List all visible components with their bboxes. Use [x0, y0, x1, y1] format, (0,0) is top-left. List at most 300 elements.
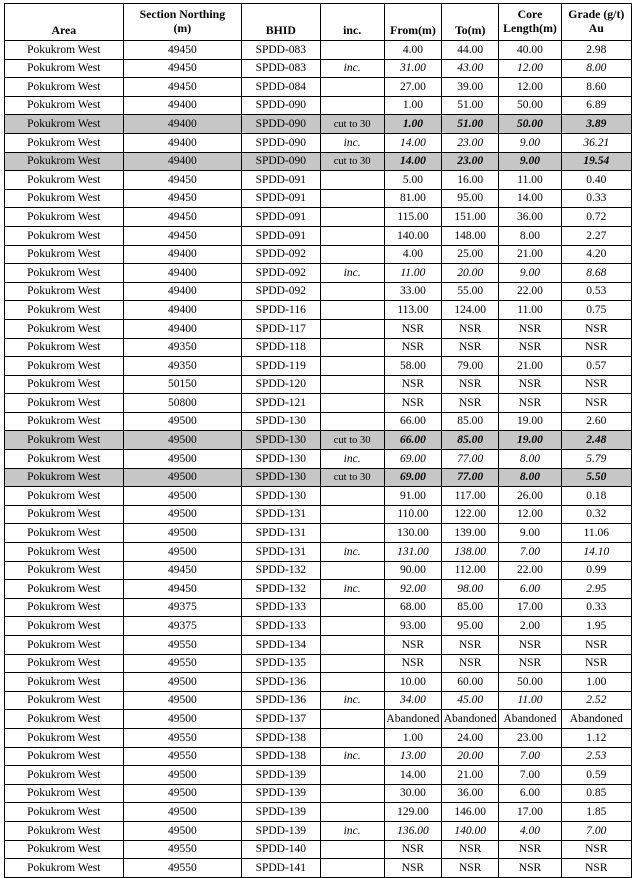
cell-to: 79.00	[442, 357, 499, 376]
cell-core: 8.00	[499, 468, 561, 487]
cell-inc	[320, 766, 384, 785]
cell-area: Pokukrom West	[5, 803, 124, 822]
table-row	[5, 264, 632, 283]
table-row	[5, 319, 632, 338]
cell-to: 39.00	[442, 78, 499, 97]
cell-grade: 0.99	[561, 561, 631, 580]
cell-bhid: SPDD-131	[242, 505, 320, 524]
cell-northing: 49350	[123, 338, 242, 357]
cell-core: 50.00	[499, 115, 561, 134]
cell-from: 140.00	[384, 226, 441, 245]
cell-area: Pokukrom West	[5, 505, 124, 524]
cell-from: 58.00	[384, 357, 441, 376]
cell-inc: inc.	[320, 450, 384, 469]
cell-grade: 0.59	[561, 766, 631, 785]
cell-grade: 2.60	[561, 412, 631, 431]
cell-bhid: SPDD-141	[242, 859, 320, 878]
cell-inc	[320, 282, 384, 301]
cell-from: NSR	[384, 840, 441, 859]
table-row	[5, 171, 632, 190]
table-row	[5, 208, 632, 227]
cell-grade: 2.98	[561, 41, 631, 60]
cell-area: Pokukrom West	[5, 710, 124, 729]
cell-area: Pokukrom West	[5, 78, 124, 97]
cell-grade: 0.75	[561, 301, 631, 320]
cell-bhid: SPDD-119	[242, 357, 320, 376]
cell-grade: 1.12	[561, 728, 631, 747]
cell-area: Pokukrom West	[5, 301, 124, 320]
cell-inc: inc.	[320, 821, 384, 840]
cell-bhid: SPDD-090	[242, 133, 320, 152]
cell-bhid: SPDD-130	[242, 431, 320, 450]
cell-bhid: SPDD-083	[242, 41, 320, 60]
cell-grade: 1.85	[561, 803, 631, 822]
cell-core: 21.00	[499, 357, 561, 376]
table-row	[5, 78, 632, 97]
cell-to: 24.00	[442, 728, 499, 747]
drill-intercept-table	[4, 3, 632, 878]
cell-bhid: SPDD-139	[242, 784, 320, 803]
cell-area: Pokukrom West	[5, 524, 124, 543]
cell-inc: inc.	[320, 543, 384, 562]
cell-grade: 0.33	[561, 189, 631, 208]
cell-northing: 49500	[123, 431, 242, 450]
cell-inc	[320, 617, 384, 636]
cell-grade: 3.89	[561, 115, 631, 134]
cell-area: Pokukrom West	[5, 617, 124, 636]
cell-to: NSR	[442, 859, 499, 878]
cell-core: 36.00	[499, 208, 561, 227]
cell-from: NSR	[384, 654, 441, 673]
cell-area: Pokukrom West	[5, 282, 124, 301]
cell-to: 98.00	[442, 580, 499, 599]
cell-from: 115.00	[384, 208, 441, 227]
cell-grade: 11.06	[561, 524, 631, 543]
cell-to: 44.00	[442, 41, 499, 60]
cell-to: 148.00	[442, 226, 499, 245]
cell-to: 124.00	[442, 301, 499, 320]
cell-area: Pokukrom West	[5, 245, 124, 264]
cell-grade: 2.48	[561, 431, 631, 450]
cell-inc: inc.	[320, 747, 384, 766]
cell-inc	[320, 710, 384, 729]
cell-bhid: SPDD-118	[242, 338, 320, 357]
cell-from: 90.00	[384, 561, 441, 580]
cell-from: 4.00	[384, 41, 441, 60]
table-row	[5, 636, 632, 655]
column-header-grade-line1: Grade (g/t)	[568, 7, 625, 22]
table-row	[5, 505, 632, 524]
cell-to: 20.00	[442, 747, 499, 766]
table-row	[5, 561, 632, 580]
cell-core: 6.00	[499, 784, 561, 803]
cell-core: 23.00	[499, 728, 561, 747]
cell-core: 9.00	[499, 264, 561, 283]
cell-northing: 49450	[123, 59, 242, 78]
cell-inc	[320, 728, 384, 747]
cell-grade: Abandoned	[561, 710, 631, 729]
cell-grade: 0.32	[561, 505, 631, 524]
cell-grade: 8.60	[561, 78, 631, 97]
cell-bhid: SPDD-133	[242, 598, 320, 617]
cell-area: Pokukrom West	[5, 412, 124, 431]
cell-northing: 49375	[123, 598, 242, 617]
cell-inc	[320, 226, 384, 245]
cell-core: 19.00	[499, 431, 561, 450]
cell-core: 9.00	[499, 133, 561, 152]
cell-bhid: SPDD-092	[242, 264, 320, 283]
cell-from: 1.00	[384, 115, 441, 134]
cell-from: NSR	[384, 319, 441, 338]
cell-area: Pokukrom West	[5, 821, 124, 840]
table-row	[5, 189, 632, 208]
cell-bhid: SPDD-083	[242, 59, 320, 78]
cell-inc	[320, 301, 384, 320]
cell-grade: 5.50	[561, 468, 631, 487]
cell-northing: 49500	[123, 803, 242, 822]
cell-northing: 49350	[123, 357, 242, 376]
cell-from: 10.00	[384, 673, 441, 692]
cell-northing: 49550	[123, 728, 242, 747]
cell-area: Pokukrom West	[5, 580, 124, 599]
table-row	[5, 394, 632, 413]
cell-from: 131.00	[384, 543, 441, 562]
cell-core: 22.00	[499, 561, 561, 580]
cell-core: Abandoned	[499, 710, 561, 729]
column-header-core-length-line2: Length(m)	[503, 21, 557, 35]
cell-inc	[320, 189, 384, 208]
cell-area: Pokukrom West	[5, 766, 124, 785]
column-header-from: From(m)	[384, 4, 441, 41]
cell-to: Abandoned	[442, 710, 499, 729]
cell-bhid: SPDD-136	[242, 673, 320, 692]
table-row	[5, 226, 632, 245]
cell-northing: 49400	[123, 282, 242, 301]
cell-core: 50.00	[499, 673, 561, 692]
cell-grade: 0.72	[561, 208, 631, 227]
cell-core: 21.00	[499, 245, 561, 264]
cell-core: 19.00	[499, 412, 561, 431]
column-header-area: Area	[5, 4, 124, 41]
cell-to: 16.00	[442, 171, 499, 190]
table-body	[5, 41, 632, 878]
cell-northing: 49400	[123, 115, 242, 134]
cell-inc	[320, 412, 384, 431]
cell-core: 11.00	[499, 171, 561, 190]
cell-northing: 49500	[123, 524, 242, 543]
cell-from: 33.00	[384, 282, 441, 301]
cell-core: 4.00	[499, 821, 561, 840]
cell-northing: 49500	[123, 766, 242, 785]
table-row	[5, 859, 632, 878]
column-header-core-length-line1: Core	[517, 7, 543, 22]
cell-northing: 49500	[123, 468, 242, 487]
cell-area: Pokukrom West	[5, 859, 124, 878]
cell-inc	[320, 803, 384, 822]
cell-grade: 5.79	[561, 450, 631, 469]
cell-bhid: SPDD-117	[242, 319, 320, 338]
cell-area: Pokukrom West	[5, 487, 124, 506]
cell-from: 1.00	[384, 728, 441, 747]
cell-core: 8.00	[499, 450, 561, 469]
cell-from: 14.00	[384, 152, 441, 171]
cell-core: 6.00	[499, 580, 561, 599]
cell-grade: 0.57	[561, 357, 631, 376]
cell-bhid: SPDD-135	[242, 654, 320, 673]
cell-from: 31.00	[384, 59, 441, 78]
cell-to: 45.00	[442, 691, 499, 710]
cell-from: 14.00	[384, 133, 441, 152]
cell-inc	[320, 859, 384, 878]
cell-bhid: SPDD-091	[242, 208, 320, 227]
cell-bhid: SPDD-133	[242, 617, 320, 636]
cell-inc	[320, 41, 384, 60]
table-header	[5, 4, 632, 41]
cell-core: 9.00	[499, 524, 561, 543]
cell-core: 9.00	[499, 152, 561, 171]
cell-area: Pokukrom West	[5, 598, 124, 617]
cell-northing: 49500	[123, 450, 242, 469]
cell-to: 43.00	[442, 59, 499, 78]
cell-core: 8.00	[499, 226, 561, 245]
cell-area: Pokukrom West	[5, 357, 124, 376]
cell-inc	[320, 654, 384, 673]
cell-bhid: SPDD-136	[242, 691, 320, 710]
cell-to: 112.00	[442, 561, 499, 580]
cell-core: 12.00	[499, 78, 561, 97]
cell-northing: 49550	[123, 840, 242, 859]
cell-core: 11.00	[499, 691, 561, 710]
cell-to: 140.00	[442, 821, 499, 840]
table-row	[5, 617, 632, 636]
cell-to: 36.00	[442, 784, 499, 803]
table-row	[5, 821, 632, 840]
cell-inc	[320, 96, 384, 115]
cell-northing: 49400	[123, 133, 242, 152]
cell-inc	[320, 487, 384, 506]
cell-core: 26.00	[499, 487, 561, 506]
cell-area: Pokukrom West	[5, 41, 124, 60]
cell-inc	[320, 673, 384, 692]
cell-from: 110.00	[384, 505, 441, 524]
cell-from: NSR	[384, 375, 441, 394]
cell-northing: 49450	[123, 226, 242, 245]
table-row	[5, 375, 632, 394]
cell-core: NSR	[499, 319, 561, 338]
header-row	[5, 4, 632, 41]
cell-area: Pokukrom West	[5, 840, 124, 859]
cell-core: NSR	[499, 859, 561, 878]
cell-to: 25.00	[442, 245, 499, 264]
column-header-grade-line2: Au	[588, 21, 604, 35]
cell-area: Pokukrom West	[5, 673, 124, 692]
table-row	[5, 133, 632, 152]
cell-bhid: SPDD-130	[242, 412, 320, 431]
table-row	[5, 710, 632, 729]
cell-grade: 2.27	[561, 226, 631, 245]
cell-bhid: SPDD-090	[242, 96, 320, 115]
cell-bhid: SPDD-131	[242, 543, 320, 562]
table-row	[5, 245, 632, 264]
cell-area: Pokukrom West	[5, 96, 124, 115]
cell-from: 92.00	[384, 580, 441, 599]
cell-northing: 50800	[123, 394, 242, 413]
cell-inc	[320, 338, 384, 357]
cell-northing: 49500	[123, 821, 242, 840]
table-row	[5, 468, 632, 487]
cell-bhid: SPDD-091	[242, 189, 320, 208]
cell-bhid: SPDD-091	[242, 171, 320, 190]
cell-grade: 19.54	[561, 152, 631, 171]
cell-grade: NSR	[561, 636, 631, 655]
column-header-bhid: BHID	[242, 4, 320, 41]
table-row	[5, 673, 632, 692]
cell-northing: 49450	[123, 189, 242, 208]
cell-from: NSR	[384, 859, 441, 878]
cell-from: 11.00	[384, 264, 441, 283]
cell-grade: 0.33	[561, 598, 631, 617]
table-row	[5, 301, 632, 320]
cell-grade: 1.95	[561, 617, 631, 636]
cell-grade: 0.85	[561, 784, 631, 803]
cell-inc	[320, 171, 384, 190]
cell-from: 130.00	[384, 524, 441, 543]
cell-northing: 49500	[123, 784, 242, 803]
cell-area: Pokukrom West	[5, 747, 124, 766]
cell-area: Pokukrom West	[5, 450, 124, 469]
table-row	[5, 431, 632, 450]
cell-bhid: SPDD-121	[242, 394, 320, 413]
table-row	[5, 766, 632, 785]
cell-area: Pokukrom West	[5, 133, 124, 152]
cell-northing: 49500	[123, 691, 242, 710]
cell-bhid: SPDD-120	[242, 375, 320, 394]
cell-inc: inc.	[320, 580, 384, 599]
cell-grade: 8.00	[561, 59, 631, 78]
table-row	[5, 524, 632, 543]
cell-area: Pokukrom West	[5, 264, 124, 283]
cell-northing: 49400	[123, 245, 242, 264]
cell-grade: NSR	[561, 394, 631, 413]
cell-area: Pokukrom West	[5, 375, 124, 394]
cell-northing: 49400	[123, 96, 242, 115]
cell-to: NSR	[442, 338, 499, 357]
cell-northing: 49450	[123, 208, 242, 227]
cell-area: Pokukrom West	[5, 319, 124, 338]
cell-northing: 49500	[123, 543, 242, 562]
cell-bhid: SPDD-139	[242, 821, 320, 840]
cell-area: Pokukrom West	[5, 543, 124, 562]
cell-inc	[320, 840, 384, 859]
cell-from: 13.00	[384, 747, 441, 766]
cell-bhid: SPDD-138	[242, 728, 320, 747]
cell-from: 66.00	[384, 412, 441, 431]
column-header-section-northing-line1: Section Northing	[139, 7, 226, 22]
cell-northing: 49450	[123, 41, 242, 60]
cell-to: NSR	[442, 375, 499, 394]
cell-bhid: SPDD-090	[242, 115, 320, 134]
cell-grade: 0.40	[561, 171, 631, 190]
cell-bhid: SPDD-137	[242, 710, 320, 729]
table-row	[5, 747, 632, 766]
cell-bhid: SPDD-130	[242, 487, 320, 506]
cell-to: 55.00	[442, 282, 499, 301]
cell-to: 139.00	[442, 524, 499, 543]
cell-core: 22.00	[499, 282, 561, 301]
cell-area: Pokukrom West	[5, 728, 124, 747]
cell-core: 14.00	[499, 189, 561, 208]
cell-to: 138.00	[442, 543, 499, 562]
cell-grade: 14.10	[561, 543, 631, 562]
table-row	[5, 598, 632, 617]
cell-to: NSR	[442, 840, 499, 859]
cell-from: NSR	[384, 636, 441, 655]
cell-grade: 4.20	[561, 245, 631, 264]
cell-inc: cut to 30	[320, 468, 384, 487]
cell-to: NSR	[442, 636, 499, 655]
cell-northing: 49400	[123, 264, 242, 283]
cell-northing: 49450	[123, 561, 242, 580]
cell-from: 136.00	[384, 821, 441, 840]
cell-bhid: SPDD-130	[242, 450, 320, 469]
cell-grade: 36.21	[561, 133, 631, 152]
cell-grade: 7.00	[561, 821, 631, 840]
column-header-section-northing	[123, 4, 242, 41]
cell-core: 40.00	[499, 41, 561, 60]
cell-northing: 49450	[123, 78, 242, 97]
cell-from: 4.00	[384, 245, 441, 264]
cell-inc: inc.	[320, 691, 384, 710]
table-row	[5, 282, 632, 301]
cell-northing: 49450	[123, 580, 242, 599]
cell-inc	[320, 524, 384, 543]
column-header-grade	[561, 4, 631, 41]
cell-to: 95.00	[442, 617, 499, 636]
cell-northing: 49500	[123, 487, 242, 506]
cell-inc	[320, 598, 384, 617]
cell-bhid: SPDD-139	[242, 803, 320, 822]
cell-to: NSR	[442, 394, 499, 413]
cell-grade: NSR	[561, 319, 631, 338]
cell-from: 5.00	[384, 171, 441, 190]
cell-bhid: SPDD-140	[242, 840, 320, 859]
cell-from: NSR	[384, 338, 441, 357]
cell-inc: cut to 30	[320, 431, 384, 450]
cell-area: Pokukrom West	[5, 152, 124, 171]
cell-area: Pokukrom West	[5, 784, 124, 803]
cell-northing: 49500	[123, 412, 242, 431]
table-row	[5, 96, 632, 115]
cell-area: Pokukrom West	[5, 171, 124, 190]
cell-area: Pokukrom West	[5, 431, 124, 450]
cell-core: 17.00	[499, 803, 561, 822]
cell-northing: 49375	[123, 617, 242, 636]
cell-from: Abandoned	[384, 710, 441, 729]
cell-from: 34.00	[384, 691, 441, 710]
table-row	[5, 691, 632, 710]
cell-core: 17.00	[499, 598, 561, 617]
cell-grade: 0.18	[561, 487, 631, 506]
cell-from: 66.00	[384, 431, 441, 450]
cell-area: Pokukrom West	[5, 561, 124, 580]
table-row	[5, 543, 632, 562]
cell-inc	[320, 375, 384, 394]
cell-bhid: SPDD-116	[242, 301, 320, 320]
table-row	[5, 41, 632, 60]
cell-inc	[320, 636, 384, 655]
cell-grade: NSR	[561, 338, 631, 357]
cell-to: 20.00	[442, 264, 499, 283]
